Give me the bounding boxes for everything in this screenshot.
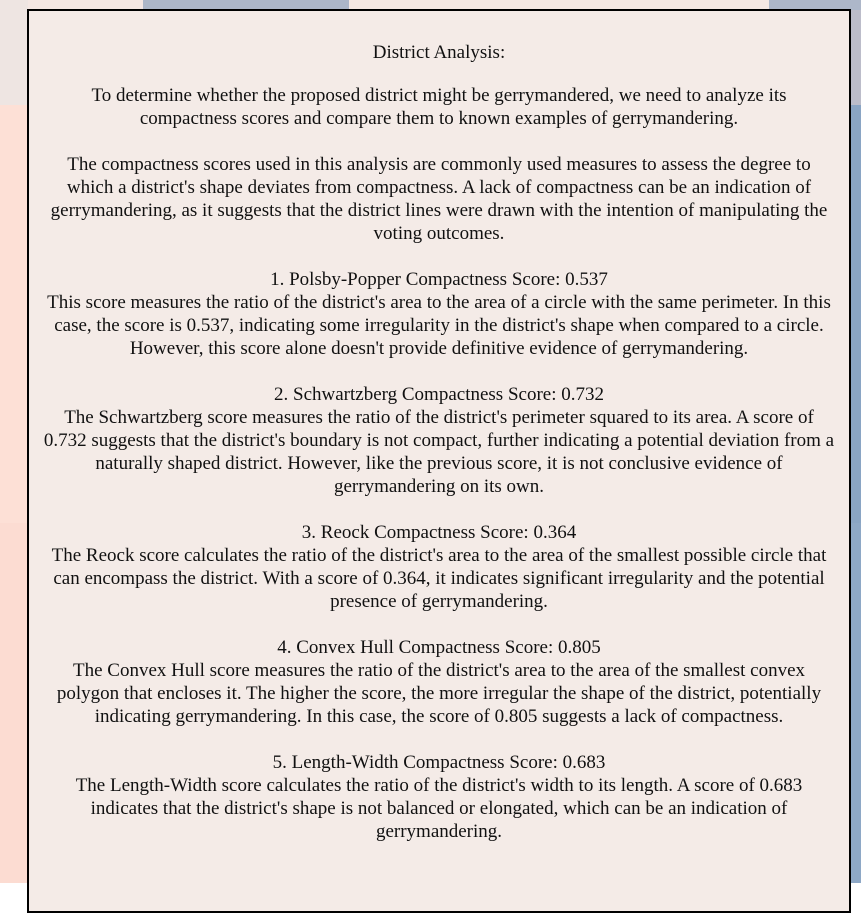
score-section-length-width	[43, 751, 835, 843]
background-block	[850, 105, 861, 523]
score-heading: 3. Reock Compactness Score: 0.364	[301, 522, 577, 543]
score-heading: 2. Schwartzberg Compactness Score: 0.732	[274, 384, 604, 405]
context-paragraph: The compactness scores used in this analysis are commonly used measures to assess the degree to which a district's shape deviates from compactness. A lack of compactness can be an indication of gerrymandering, as it suggests that the district lines were drawn with the intention of manipulating the voting outcomes.	[50, 154, 828, 244]
score-heading: 5. Length-Width Compactness Score: 0.683	[272, 752, 606, 773]
score-section-convex-hull	[43, 636, 835, 728]
background-block	[0, 105, 28, 523]
background-block	[850, 10, 861, 105]
background-block	[0, 0, 28, 105]
score-section-schwartzberg	[43, 383, 835, 498]
score-section-polsby-popper	[43, 268, 835, 360]
background-block	[850, 523, 861, 883]
score-heading: 1. Polsby-Popper Compactness Score: 0.537	[270, 269, 608, 290]
background-block	[0, 523, 28, 883]
score-description: The Convex Hull score measures the ratio of the district's area to the area of the smallest convex polygon that encloses it. The higher the score, the more irregular the shape of the district, potentially indicating gerrymandering. In this case, the score of 0.805 suggests a lack of compactness.	[56, 660, 822, 727]
analysis-panel	[27, 9, 851, 913]
score-description: The Reock score calculates the ratio of the district's area to the area of the smallest possible circle that can encompass the district. With a score of 0.364, it indicates significant irregularity and the potential presence of gerrymandering.	[51, 545, 827, 612]
intro-paragraph: To determine whether the proposed district might be gerrymandered, we need to analyze its compactness scores and compare them to known examples of gerrymandering.	[91, 85, 787, 129]
score-description: This score measures the ratio of the district's area to the area of a circle with the same perimeter. In this case, the score is 0.537, indicating some irregularity in the district's shape when compared to a circle. However, this score alone doesn't provide definitive evidence of gerrymandering.	[47, 292, 831, 359]
score-section-reock	[43, 521, 835, 613]
document-title: District Analysis:	[372, 42, 506, 63]
score-heading: 4. Convex Hull Compactness Score: 0.805	[277, 637, 601, 658]
analysis-content	[29, 11, 849, 843]
score-description: The Length-Width score calculates the ratio of the district's width to its length. A score of 0.683 indicates that the district's shape is not balanced or elongated, which can be an indication of gerrymandering.	[75, 775, 803, 842]
score-description: The Schwartzberg score measures the ratio of the district's perimeter squared to its area. A score of 0.732 suggests that the district's boundary is not compact, further indicating a potential deviation from a naturally shaped district. However, like the previous score, it is not conclusive evidence of gerrymandering on its own.	[43, 407, 835, 497]
